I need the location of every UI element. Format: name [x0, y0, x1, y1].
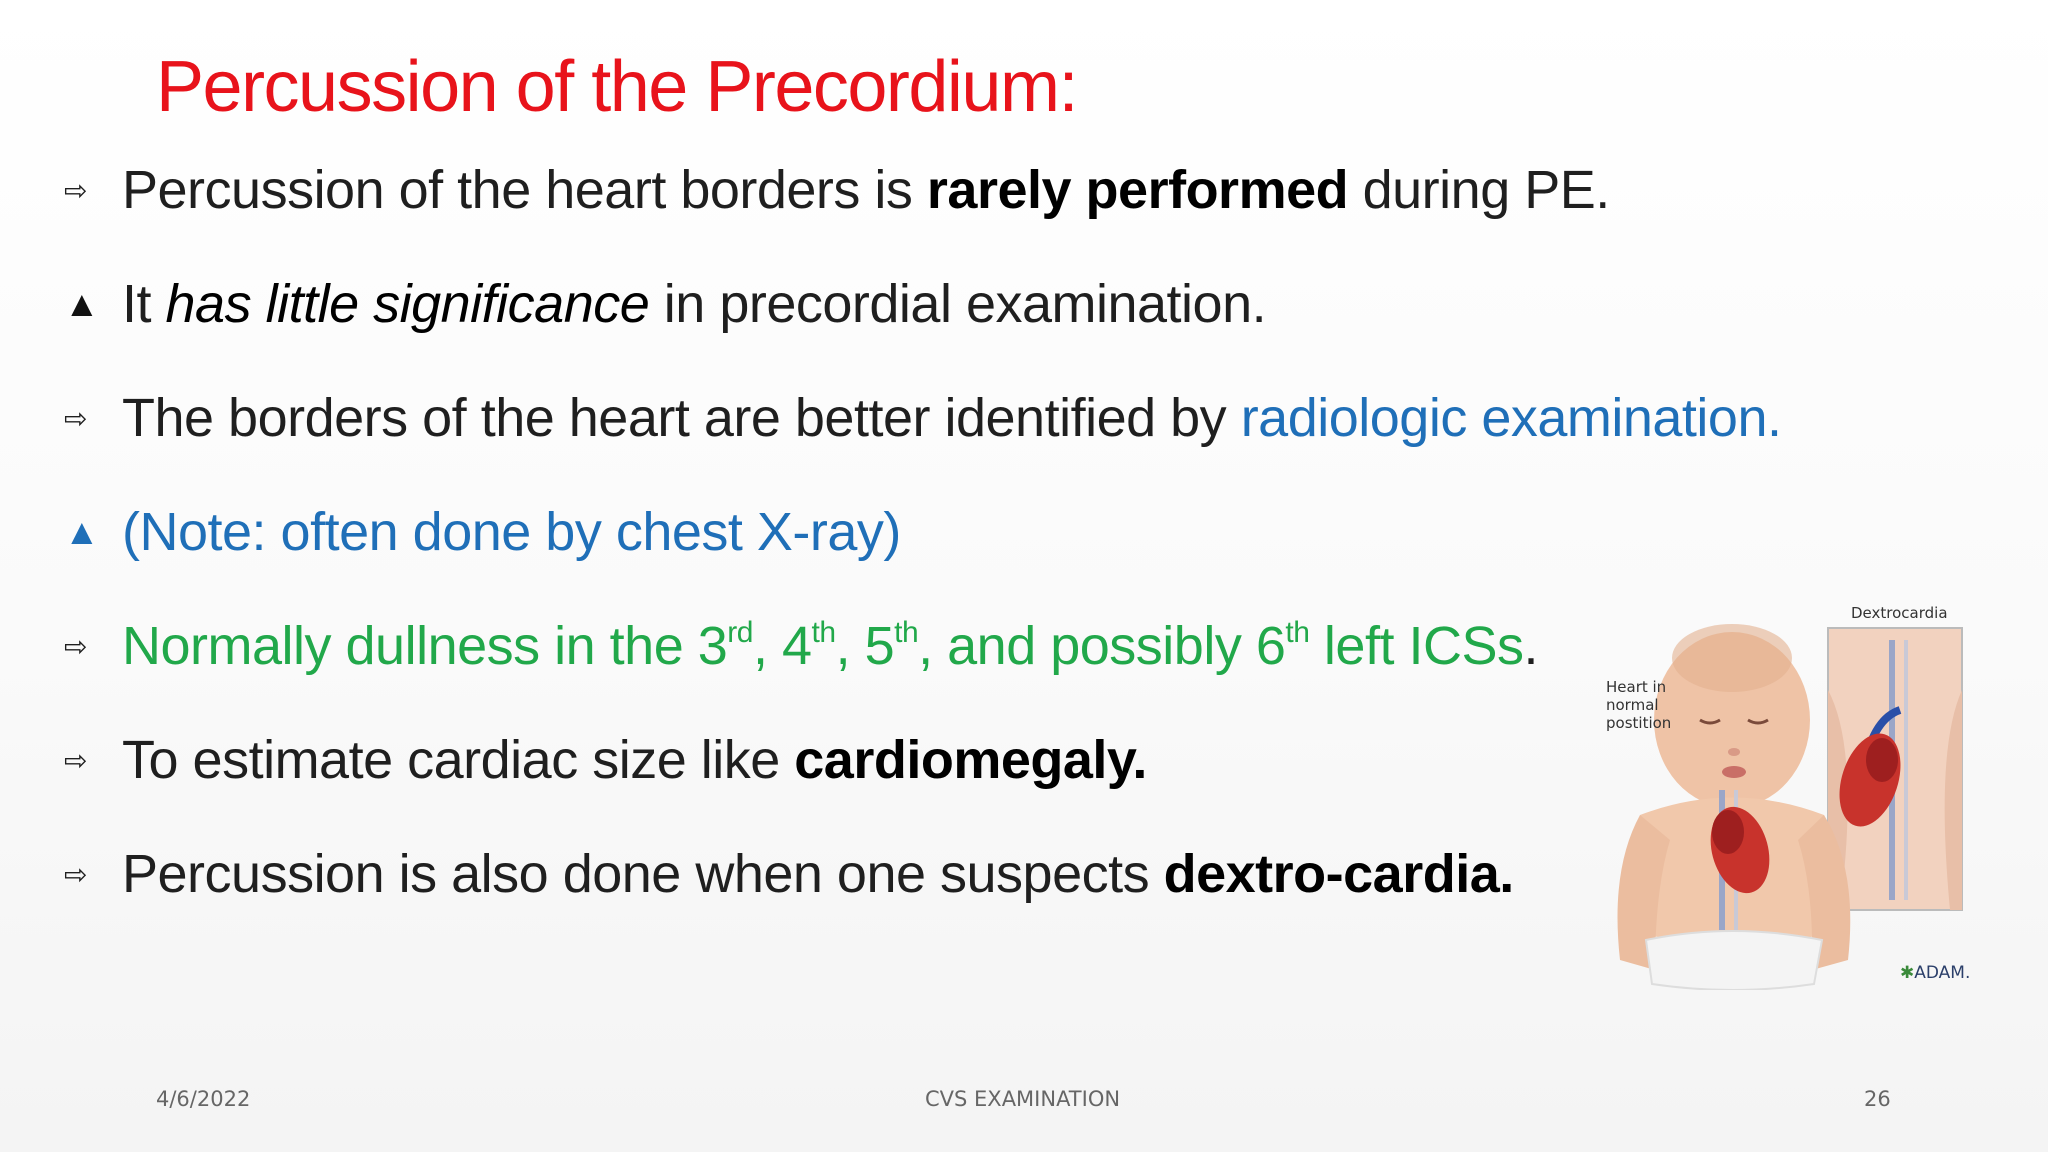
arrow-bullet-icon: ⇨ [64, 858, 87, 890]
bullet-text-green: , 5 [835, 616, 895, 676]
slide-title: Percussion of the Precordium: [156, 47, 1077, 127]
footer-title: CVS EXAMINATION [925, 1087, 1121, 1111]
ordinal-suffix: th [894, 616, 919, 649]
bullet-text-plain: It [122, 274, 166, 334]
triangle-bullet-icon: ▲ [64, 511, 100, 552]
ordinal-suffix: rd [727, 616, 753, 649]
bullet-text-blue: radiologic examination. [1240, 388, 1782, 448]
bullet-text [122, 150, 1610, 230]
bullet-text-green: , 4 [752, 616, 812, 676]
bullet-text-green: left ICSs [1309, 616, 1524, 676]
label-normal-position [1606, 678, 1671, 732]
bullet-item [64, 264, 1584, 378]
arrow-bullet-icon: ⇨ [64, 402, 87, 434]
page-number: 26 [1864, 1087, 1891, 1111]
arrow-bullet-icon: ⇨ [64, 630, 87, 662]
footer-date: 4/6/2022 [156, 1087, 251, 1111]
bullet-text-bold: dextro-cardia. [1163, 844, 1514, 904]
bullet-text-plain: . [1523, 616, 1538, 676]
dextrocardia-illustration [1600, 600, 1980, 990]
bullet-text-green: , and possibly 6 [918, 616, 1286, 676]
bullet-item [64, 378, 1782, 492]
label-line: normal [1606, 696, 1659, 714]
bullet-text-bold: rarely performed [926, 160, 1349, 220]
infant-heart-diagram [1600, 600, 1980, 990]
triangle-bullet-icon: ▲ [64, 283, 100, 324]
bullet-text [122, 834, 1514, 914]
arrow-bullet-icon: ⇨ [64, 744, 87, 776]
bullet-text-italic: has little significance [165, 274, 650, 334]
bullet-text-plain: To estimate cardiac size like [122, 730, 795, 790]
bullet-item [64, 606, 1584, 720]
bullet-text-plain: Percussion of the heart borders is [122, 160, 927, 220]
bullet-text [122, 378, 1782, 458]
bullet-text-plain: The borders of the heart are better identified by [122, 388, 1241, 448]
label-line: postition [1606, 714, 1672, 732]
bullet-text: (Note: often done by chest X-ray) [122, 502, 901, 562]
bullet-text-plain: Percussion is also done when one suspects [122, 844, 1164, 904]
credit-text: ADAM. [1914, 963, 1971, 983]
arrow-bullet-icon: ⇨ [64, 174, 87, 206]
bullet-item [64, 492, 1584, 606]
bullet-text [122, 606, 1538, 686]
bullet-item [64, 834, 1584, 948]
ordinal-suffix: th [1285, 616, 1310, 649]
bullet-text-bold: cardiomegaly. [794, 730, 1147, 790]
ordinal-suffix: th [811, 616, 836, 649]
bullet-text-plain: in precordial examination. [649, 274, 1267, 334]
bullet-item [64, 150, 1610, 264]
diaper [1646, 931, 1822, 990]
bullet-text-plain: during PE. [1348, 160, 1610, 220]
label-line: Heart in [1606, 678, 1667, 696]
bullet-text [122, 264, 1266, 344]
bullet-item [64, 720, 1584, 834]
bullet-text [122, 720, 1147, 800]
bullet-text-green: Normally dullness in the 3 [122, 616, 728, 676]
label-dextrocardia: Dextrocardia [1851, 604, 1948, 622]
adam-credit: ✱ADAM. [1900, 963, 1971, 983]
